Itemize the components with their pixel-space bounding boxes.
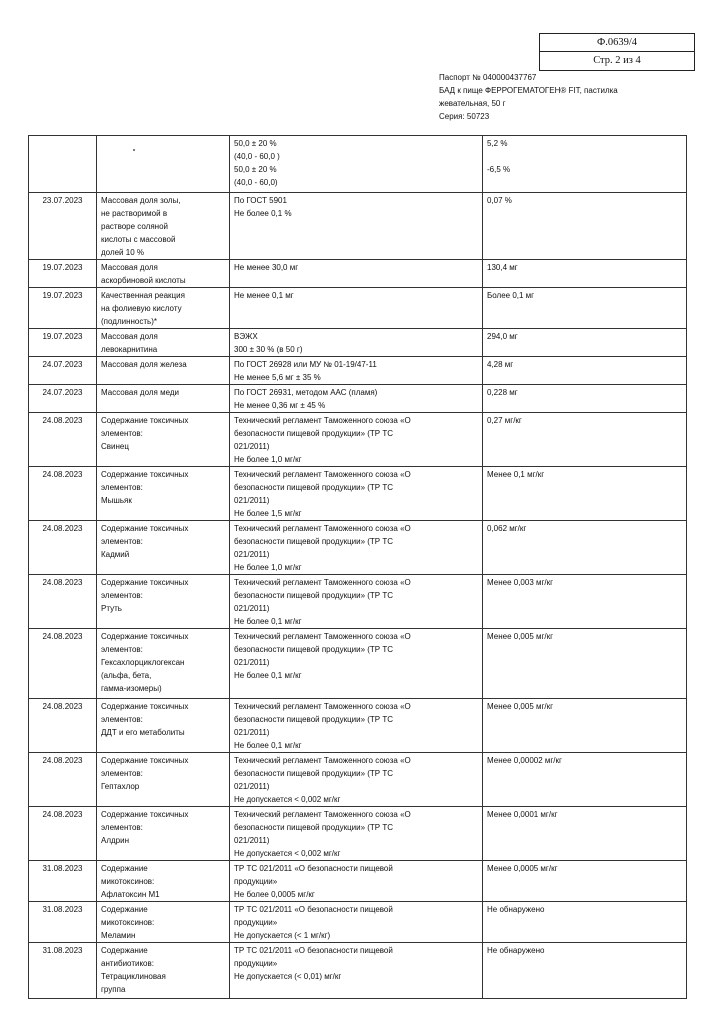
date-cell: 24.08.2023	[29, 521, 97, 575]
result-cell	[483, 357, 687, 385]
result-line: Менее 0,003 мг/кг	[487, 578, 554, 587]
norm-line: Не более 1,0 мг/кг	[234, 455, 302, 464]
indicator-line: (подлинность)*	[101, 317, 157, 326]
date-cell: 31.08.2023	[29, 861, 97, 902]
indicator-cell	[97, 260, 230, 288]
indicator-line: Содержание	[101, 864, 148, 873]
indicator-line: Содержание токсичных	[101, 702, 189, 711]
indicator-line: элементов:	[101, 483, 143, 492]
result-cell	[483, 467, 687, 521]
series-number: Серия: 50723	[439, 112, 490, 121]
table-row	[29, 902, 687, 943]
date-cell: 23.07.2023	[29, 193, 97, 260]
norm-cell	[230, 329, 483, 357]
norm-line: Не менее 5,6 мг ± 35 %	[234, 373, 321, 382]
table-row	[29, 467, 687, 521]
result-cell	[483, 193, 687, 260]
indicator-line: Содержание токсичных	[101, 524, 189, 533]
norm-line: безопасности пищевой продукции» (ТР ТС	[234, 645, 394, 654]
indicator-cell	[97, 902, 230, 943]
result-cell	[483, 288, 687, 329]
indicator-line: элементов:	[101, 769, 143, 778]
indicator-line: группа	[101, 985, 126, 994]
indicator-line: Массовая доля	[101, 332, 158, 341]
norm-line: безопасности пищевой продукции» (ТР ТС	[234, 769, 394, 778]
norm-line: Технический регламент Таможенного союза «О	[234, 416, 411, 425]
norm-line: Не более 0,0005 мг/кг	[234, 890, 315, 899]
indicator-line: Гексахлорциклогексан	[101, 658, 185, 667]
result-cell	[483, 385, 687, 413]
norm-line: 021/2011)	[234, 496, 270, 505]
date-cell: 19.07.2023	[29, 260, 97, 288]
result-cell	[483, 575, 687, 629]
date-cell: 24.08.2023	[29, 807, 97, 861]
indicator-line: ДДТ и его метаболиты	[101, 728, 185, 737]
table-row	[29, 575, 687, 629]
norm-line: продукции»	[234, 877, 278, 886]
form-code-box	[539, 33, 695, 71]
result-line: Менее 0,0005 мг/кг	[487, 864, 558, 873]
norm-line: 300 ± 30 % (в 50 г)	[234, 345, 303, 354]
table-row	[29, 699, 687, 753]
indicator-line: Содержание	[101, 946, 148, 955]
result-cell	[483, 861, 687, 902]
indicator-line: Массовая доля железа	[101, 360, 187, 369]
indicator-line: Содержание токсичных	[101, 810, 189, 819]
norm-cell	[230, 753, 483, 807]
date-cell: 19.07.2023	[29, 329, 97, 357]
result-cell	[483, 629, 687, 699]
indicator-line: микотоксинов:	[101, 918, 155, 927]
norm-line: безопасности пищевой продукции» (ТР ТС	[234, 823, 394, 832]
norm-line: 021/2011)	[234, 442, 270, 451]
date-cell: 24.08.2023	[29, 629, 97, 699]
indicator-line: не растворимой в	[101, 209, 168, 218]
indicator-line: микотоксинов:	[101, 877, 155, 886]
norm-cell	[230, 413, 483, 467]
indicator-cell	[97, 193, 230, 260]
indicator-line: (альфа, бета,	[101, 671, 152, 680]
indicator-line: Массовая доля	[101, 263, 158, 272]
norm-line: (40,0 - 60,0 )	[234, 152, 280, 161]
norm-line: безопасности пищевой продукции» (ТР ТС	[234, 591, 394, 600]
norm-line: безопасности пищевой продукции» (ТР ТС	[234, 483, 394, 492]
indicator-line: Алдрин	[101, 836, 130, 845]
result-line: 5,2 %	[487, 139, 508, 148]
norm-line: Не более 1,0 мг/кг	[234, 563, 302, 572]
date-cell: 24.08.2023	[29, 699, 97, 753]
result-line	[487, 150, 682, 163]
table-row	[29, 521, 687, 575]
result-line: Менее 0,00002 мг/кг	[487, 756, 562, 765]
result-cell	[483, 136, 687, 193]
norm-cell	[230, 385, 483, 413]
norm-line: 021/2011)	[234, 658, 270, 667]
norm-line: (40,0 - 60,0)	[234, 178, 278, 187]
norm-cell	[230, 629, 483, 699]
norm-line: Технический регламент Таможенного союза «О	[234, 578, 411, 587]
norm-line: Не более 0,1 мг/кг	[234, 671, 302, 680]
norm-line: 021/2011)	[234, 782, 270, 791]
indicator-line: кислоты с массовой	[101, 235, 176, 244]
date-cell: 24.08.2023	[29, 753, 97, 807]
passport-header	[439, 71, 618, 123]
indicator-line: Содержание токсичных	[101, 416, 189, 425]
norm-line: ТР ТС 021/2011 «О безопасности пищевой	[234, 946, 393, 955]
table-row	[29, 413, 687, 467]
norm-line: По ГОСТ 5901	[234, 196, 287, 205]
norm-line: Не менее 0,36 мг ± 45 %	[234, 401, 326, 410]
indicator-cell	[97, 753, 230, 807]
norm-line: Не более 1,5 мг/кг	[234, 509, 302, 518]
norm-cell	[230, 193, 483, 260]
date-cell	[29, 136, 97, 193]
indicator-line: аскорбиновой кислоты	[101, 276, 186, 285]
indicator-line: Содержание токсичных	[101, 632, 189, 641]
table-row	[29, 193, 687, 260]
indicator-line: Тетрациклиновая	[101, 972, 166, 981]
result-cell	[483, 521, 687, 575]
norm-line: ТР ТС 021/2011 «О безопасности пищевой	[234, 864, 393, 873]
indicator-cell	[97, 136, 230, 193]
indicator-line: Массовая доля меди	[101, 388, 179, 397]
product-name-line1: БАД к пище ФЕРРОГЕМАТОГЕН® FIT, пастилка	[439, 86, 618, 95]
norm-line: Технический регламент Таможенного союза «О	[234, 524, 411, 533]
indicator-line: элементов:	[101, 429, 143, 438]
product-name-line2: жевательная, 50 г	[439, 99, 506, 108]
indicator-line: Качественная реакция	[101, 291, 185, 300]
result-cell	[483, 329, 687, 357]
table-row	[29, 357, 687, 385]
norm-line: безопасности пищевой продукции» (ТР ТС	[234, 429, 394, 438]
result-line: Менее 0,0001 мг/кг	[487, 810, 558, 819]
result-cell	[483, 943, 687, 999]
result-line: 130,4 мг	[487, 263, 518, 272]
norm-line: ВЭЖХ	[234, 332, 258, 341]
indicator-line: Свинец	[101, 442, 129, 451]
result-cell	[483, 413, 687, 467]
table-row	[29, 807, 687, 861]
table-row	[29, 629, 687, 699]
norm-cell	[230, 861, 483, 902]
table-row	[29, 288, 687, 329]
result-cell	[483, 753, 687, 807]
result-line: 0,228 мг	[487, 388, 518, 397]
indicator-line: на фолиевую кислоту	[101, 304, 182, 313]
norm-cell	[230, 902, 483, 943]
result-cell	[483, 902, 687, 943]
indicator-cell	[97, 943, 230, 999]
norm-line: Не более 0,1 мг/кг	[234, 617, 302, 626]
result-line: Не обнаружено	[487, 946, 545, 955]
table-row	[29, 385, 687, 413]
norm-cell	[230, 136, 483, 193]
norm-line: безопасности пищевой продукции» (ТР ТС	[234, 715, 394, 724]
table-row	[29, 136, 687, 193]
table-row	[29, 260, 687, 288]
result-line: -6,5 %	[487, 165, 511, 174]
result-cell	[483, 807, 687, 861]
norm-line: продукции»	[234, 918, 278, 927]
norm-line: По ГОСТ 26931, методом ААС (пламя)	[234, 388, 378, 397]
norm-line: Не допускается (< 0,01) мг/кг	[234, 972, 342, 981]
date-cell: 31.08.2023	[29, 943, 97, 999]
indicator-line: элементов:	[101, 715, 143, 724]
norm-line: Технический регламент Таможенного союза «О	[234, 632, 411, 641]
indicator-cell	[97, 521, 230, 575]
indicator-cell	[97, 861, 230, 902]
indicator-cell	[97, 575, 230, 629]
norm-cell	[230, 357, 483, 385]
norm-line: Не допускается < 0,002 мг/кг	[234, 849, 341, 858]
result-cell	[483, 260, 687, 288]
result-line: 0,07 %	[487, 196, 512, 205]
norm-line: Технический регламент Таможенного союза «О	[234, 810, 411, 819]
result-line: Более 0,1 мг	[487, 291, 535, 300]
result-line: Менее 0,1 мг/кг	[487, 470, 545, 479]
norm-cell	[230, 943, 483, 999]
indicator-line: Гептахлор	[101, 782, 140, 791]
indicator-line: долей 10 %	[101, 248, 144, 257]
indicator-line: Содержание	[101, 905, 148, 914]
norm-line: безопасности пищевой продукции» (ТР ТС	[234, 537, 394, 546]
norm-line: 021/2011)	[234, 836, 270, 845]
date-cell: 24.08.2023	[29, 575, 97, 629]
result-line: 0,062 мг/кг	[487, 524, 527, 533]
indicator-line: элементов:	[101, 537, 143, 546]
table-row	[29, 943, 687, 999]
indicator-line: Содержание токсичных	[101, 756, 189, 765]
indicator-line: Мышьяк	[101, 496, 132, 505]
norm-cell	[230, 807, 483, 861]
table-row	[29, 861, 687, 902]
norm-cell	[230, 288, 483, 329]
result-line: Менее 0,005 мг/кг	[487, 702, 554, 711]
date-cell: 24.07.2023	[29, 385, 97, 413]
table-row	[29, 329, 687, 357]
result-line: 294,0 мг	[487, 332, 518, 341]
indicator-cell	[97, 629, 230, 699]
norm-line: 021/2011)	[234, 728, 270, 737]
norm-line: Технический регламент Таможенного союза «О	[234, 702, 411, 711]
norm-line: Не менее 0,1 мг	[234, 291, 294, 300]
indicator-line: элементов:	[101, 591, 143, 600]
indicator-line: Массовая доля золы,	[101, 196, 181, 205]
norm-line: Не допускается < 0,002 мг/кг	[234, 795, 341, 804]
date-cell: 24.07.2023	[29, 357, 97, 385]
norm-line: Не менее 30,0 мг	[234, 263, 299, 272]
indicator-cell	[97, 357, 230, 385]
result-line: Менее 0,005 мг/кг	[487, 632, 554, 641]
indicator-line: Содержание токсичных	[101, 578, 189, 587]
norm-line: 50,0 ± 20 %	[234, 139, 277, 148]
norm-cell	[230, 699, 483, 753]
norm-line: Не допускается (< 1 мг/кг)	[234, 931, 331, 940]
norm-line: 50,0 ± 20 %	[234, 165, 277, 174]
norm-line: Не более 0,1 мг/кг	[234, 741, 302, 750]
date-cell: 31.08.2023	[29, 902, 97, 943]
norm-line: Не более 0,1 %	[234, 209, 292, 218]
result-line: Не обнаружено	[487, 905, 545, 914]
form-code: Ф.0639/4	[540, 34, 694, 52]
indicator-line: элементов:	[101, 645, 143, 654]
date-cell: 19.07.2023	[29, 288, 97, 329]
norm-line: Технический регламент Таможенного союза «О	[234, 756, 411, 765]
norm-cell	[230, 467, 483, 521]
indicator-cell	[97, 329, 230, 357]
norm-cell	[230, 521, 483, 575]
indicator-cell	[97, 288, 230, 329]
date-cell: 24.08.2023	[29, 467, 97, 521]
date-cell: 24.08.2023	[29, 413, 97, 467]
indicator-line: Ртуть	[101, 604, 122, 613]
norm-line: 021/2011)	[234, 550, 270, 559]
indicator-cell	[97, 385, 230, 413]
indicator-line: Афлатоксин М1	[101, 890, 160, 899]
norm-line: По ГОСТ 26928 или МУ № 01-19/47-11	[234, 360, 377, 369]
page-number: Стр. 2 из 4	[593, 55, 641, 66]
passport-number: Паспорт № 040000437767	[439, 73, 537, 82]
result-cell	[483, 699, 687, 753]
indicator-line: растворе соляной	[101, 222, 168, 231]
indicator-cell	[97, 699, 230, 753]
indicator-line: антибиотиков:	[101, 959, 154, 968]
norm-line: продукции»	[234, 959, 278, 968]
norm-line: ТР ТС 021/2011 «О безопасности пищевой	[234, 905, 393, 914]
result-line: 0,27 мг/кг	[487, 416, 522, 425]
result-line: 4,28 мг	[487, 360, 514, 369]
table-row	[29, 753, 687, 807]
indicator-cell	[97, 413, 230, 467]
norm-cell	[230, 575, 483, 629]
indicator-line: элементов:	[101, 823, 143, 832]
indicator-line: Меламин	[101, 931, 136, 940]
norm-cell	[230, 260, 483, 288]
norm-line: Технический регламент Таможенного союза «О	[234, 470, 411, 479]
test-results-table	[28, 135, 687, 999]
indicator-cell	[97, 807, 230, 861]
norm-line: 021/2011)	[234, 604, 270, 613]
indicator-line: Кадмий	[101, 550, 130, 559]
indicator-line: левокарнитина	[101, 345, 158, 354]
indicator-line: Содержание токсичных	[101, 470, 189, 479]
indicator-cell	[97, 467, 230, 521]
indicator-line: гамма-изомеры)	[101, 684, 162, 693]
